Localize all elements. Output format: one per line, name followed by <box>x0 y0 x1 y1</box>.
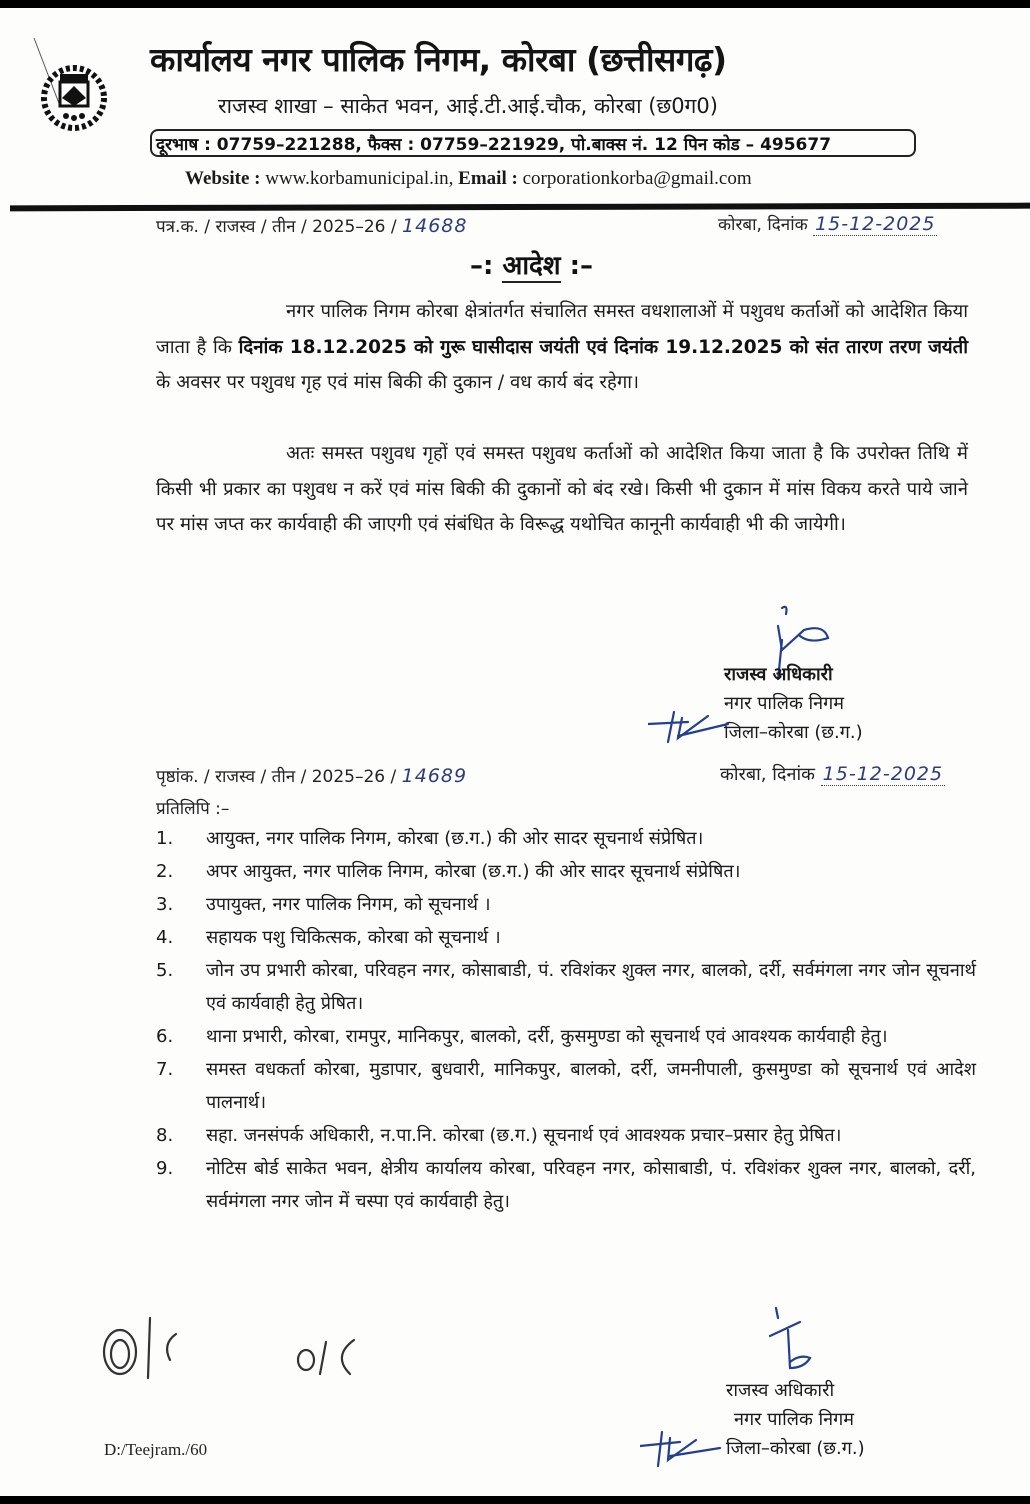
date-handwritten: 15-12-2025 <box>815 213 936 235</box>
email-link[interactable]: corporationkorba@gmail.com <box>522 168 752 189</box>
endorsement-date-handwritten: 15-12-2025 <box>822 763 944 785</box>
signature-block-2 <box>726 1376 865 1463</box>
list-item: 3. उपायुक्त, नगर पालिक निगम, को सूचनार्थ । <box>156 894 491 915</box>
initials-icon-2 <box>640 1426 730 1468</box>
holiday-dates: दिनांक 18.12.2025 को गुरू घासीदास जयंती एवं दिनांक 19.12.2025 को संत तारण तरण जयंती <box>238 336 968 358</box>
copy-list <box>156 822 976 1218</box>
website-link[interactable]: www.korbamunicipal.in, <box>265 168 454 189</box>
order-heading: आदेश <box>502 251 561 281</box>
letter-date <box>718 212 937 235</box>
endorsement-date: कोरबा, दिनांक 15-12-2025 <box>720 763 944 785</box>
signatory-designation-2: राजस्व अधिकारी <box>726 1380 835 1401</box>
list-item: 5. जोन उप प्रभारी कोरबा, परिवहन नगर, कोसाबाडी, पं. रविशंकर शुक्ल नगर, बालको, दर्री, सर्वमंगला नगर जोन सूचनार्थ एवं कार्यवाही हेतु प्रेषित। <box>156 960 976 1014</box>
dispatch-reference: D:/Teejram./60 <box>104 1440 208 1459</box>
website-email-line <box>185 168 752 190</box>
signatory-org-2: नगर पालिक निगम <box>734 1409 855 1430</box>
signatory-district: जिला–कोरबा (छ.ग.) <box>724 722 863 743</box>
document-page <box>0 8 1030 1496</box>
place-date-label: कोरबा, दिनांक <box>718 215 808 235</box>
letter-number-label: पत्र.क. / राजस्व / तीन / 2025–26 / <box>156 217 397 237</box>
header-divider <box>10 203 1030 212</box>
signatory-district-2: जिला–कोरबा (छ.ग.) <box>726 1438 865 1459</box>
list-item: 2. अपर आयुक्त, नगर पालिक निगम, कोरबा (छ.ग.) की ओर सादर सूचनार्थ संप्रेषित। <box>156 861 741 882</box>
endorsement-number-handwritten: 14689 <box>401 765 468 787</box>
signatory-org: नगर पालिक निगम <box>724 693 845 714</box>
list-item: 9. नोटिस बोर्ड साकेत भवन, क्षेत्रीय कार्यालय कोरबा, परिवहन नगर, कोसाबाडी, पं. रविशंकर शुक्ल नगर, बालको, दर्री, सर्वमंगला नगर जोन में चस्पा एवं कार्यवाही हेतु। <box>156 1158 976 1212</box>
list-item: 4. सहायक पशु चिकित्सक, कोरबा को सूचनार्थ । <box>156 927 501 948</box>
list-item: 6. थाना प्रभारी, कोरबा, रामपुर, मानिकपुर, बालको, दर्री, कुसमुण्डा को सूचनार्थ एवं आवश्यक कार्यवाही हेतु। <box>156 1026 888 1047</box>
order-paragraph-2: अतः समस्त पशुवध गृहों एवं समस्त पशुवध कर्ताओं को आदेशित किया जाता है कि उपरोक्त तिथि में किसी भी प्रकार का पशुवध न करें एवं मांस बिकी की दुकानों को बंद रखे। किसी भी दुकान में मांस विकय करते पाये जाने पर मांस जप्त कर कार्यवाही की जाएगी एवं संबंधित के विरूद्ध यथोचित कानूनी कार्यवाही भी की जायेगी। <box>156 443 968 535</box>
list-item: 7. समस्त वधकर्ता कोरबा, मुडापार, बुधवारी, मानिकपुर, बालको, दर्री, जमनीपाली, कुसमुण्डा को सूचनार्थ एवं आदेश पालनार्थ। <box>156 1059 976 1113</box>
letter-number <box>156 214 467 237</box>
endorsement-number: पृष्ठांक. / राजस्व / तीन / 2025–26 / 14689 <box>156 765 468 787</box>
order-paragraph-1: नगर पालिक निगम कोरबा क्षेत्रांतर्गत संचालित समस्त वधशालाओं में पशुवध कर्ताओं को आदेशित किया जाता है कि दिनांक 18.12.2025 को गुरू घासीदास जयंती एवं दिनांक 19.12.2025 को संत तारण तरण जयंती के अवसर पर पशुवध गृह एवं मांस बिकी की दुकान / वध कार्य बंद रहेगा। <box>156 301 968 393</box>
list-item: 8. सहा. जनसंपर्क अधिकारी, न.पा.नि. कोरबा (छ.ग.) सूचनार्थ एवं आवश्यक प्रचार–प्रसार हेतु प्रेषित। <box>156 1125 842 1146</box>
email-label: Email : <box>458 168 518 189</box>
signature-block-1 <box>724 660 863 747</box>
initials-icon <box>648 708 738 748</box>
list-item: 1. आयुक्त, नगर पालिक निगम, कोरबा (छ.ग.) की ओर सादर सूचनार्थ संप्रेषित। <box>156 828 704 849</box>
municipal-emblem-icon <box>30 36 118 156</box>
handwritten-oc-mark-2 <box>294 1334 364 1378</box>
handwritten-oc-mark-1 <box>98 1314 188 1384</box>
office-subtitle: राजस्व शाखा – साकेत भवन, आई.टी.आई.चौक, कोरबा (छ0ग0) <box>218 94 718 118</box>
letter-number-handwritten: 14688 <box>402 215 468 237</box>
website-label: Website : <box>185 168 261 189</box>
order-title: –: आदेश :– <box>470 251 593 281</box>
signature-icon-2 <box>760 1306 840 1386</box>
contact-box: दूरभाष : 07759–221288, फैक्स : 07759–221929, पो.बाक्स नं. 12 पिन कोड – 495677 <box>150 129 916 157</box>
signatory-designation: राजस्व अधिकारी <box>724 664 833 685</box>
copy-heading: प्रतिलिपि :– <box>156 799 230 819</box>
office-title: कार्यालय नगर पालिक निगम, कोरबा (छत्तीसगढ़) <box>150 40 727 79</box>
